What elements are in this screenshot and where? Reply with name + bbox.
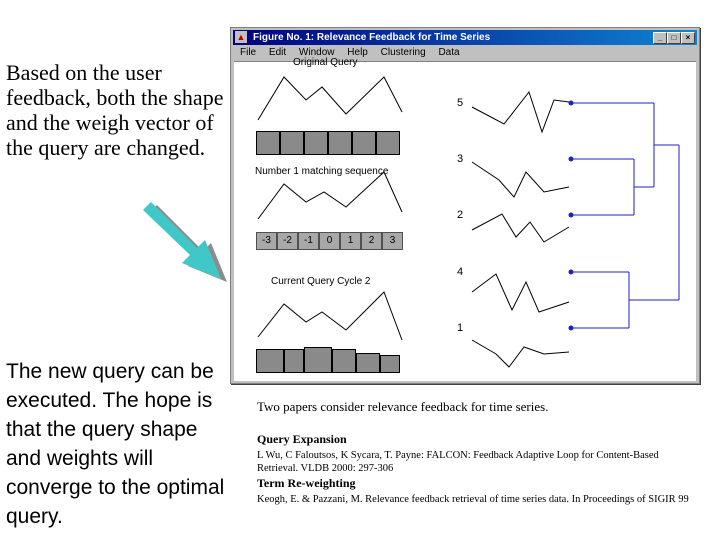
window-title-bar[interactable] [233, 30, 697, 45]
matlab-logo-icon: ▲ [236, 32, 246, 42]
menu-data[interactable]: Data [438, 47, 460, 58]
minimize-button[interactable]: _ [653, 32, 667, 44]
result-curve-5 [472, 92, 569, 132]
menu-edit[interactable]: Edit [268, 47, 287, 58]
weight-cell [256, 131, 280, 155]
original-query-curve [258, 77, 402, 120]
coefficient-cell: -3 [256, 232, 277, 250]
term-reweighting-heading: Term Re-weighting [257, 476, 356, 490]
query-plots [234, 62, 696, 381]
weight-cell [304, 131, 328, 155]
current-weight-vector [256, 347, 400, 373]
feedback-description: Based on the user feedback, both the shape and the weigh vector of the query are changed. [6, 60, 224, 160]
papers-intro: Two papers consider relevance feedback for time series. [257, 399, 549, 414]
weight-cell [376, 131, 400, 155]
down-right-arrow-icon [135, 200, 235, 285]
weight-cell [304, 347, 332, 373]
coefficient-cell: 0 [319, 232, 340, 250]
new-query-description: The new query can be executed. The hope is that the query shape and weights will converge to the optimal query. [6, 360, 225, 528]
result-curve-1 [472, 340, 569, 367]
window-title: Figure No. 1: Relevance Feedback for Time Series [253, 32, 491, 43]
result-curve-2 [472, 214, 569, 242]
original-weight-vector [256, 131, 400, 155]
weight-cell [284, 349, 304, 373]
matching-sequence-label: Number 1 matching sequence [255, 166, 389, 177]
menu-file[interactable]: File [240, 47, 257, 58]
cluster-dendrogram [569, 101, 679, 330]
coefficient-cell: 1 [340, 232, 361, 250]
current-query-curve [258, 292, 402, 340]
query-expansion-heading: Query Expansion [257, 432, 347, 446]
weight-cell [280, 131, 304, 155]
matching-sequence-curve [258, 172, 402, 219]
close-button[interactable]: × [681, 32, 695, 44]
figure-window [230, 27, 700, 384]
coefficient-cell: -1 [298, 232, 319, 250]
weight-cell [328, 131, 352, 155]
weight-cell [256, 349, 284, 373]
term-reweighting-citation: Keogh, E. & Pazzani, M. Relevance feedback retrieval of time series data. In Proceedings of SIGIR 99 [257, 494, 689, 505]
query-expansion-citation: L Wu, C Faloutsos, K Sycara, T. Payne: FALCON: Feedback Adaptive Loop for Content-Based Retrieval. VLDB 2000: 297-306 [257, 450, 659, 474]
figure-canvas [234, 57, 696, 381]
result-curve-3 [472, 162, 569, 197]
weight-cell [332, 349, 356, 373]
weight-cell [356, 353, 380, 373]
rank-label-5: 5 [457, 97, 464, 109]
menu-window[interactable]: Window [298, 47, 335, 58]
maximize-button[interactable]: □ [667, 32, 681, 44]
coefficient-bar [256, 232, 403, 250]
rank-label-1: 1 [457, 322, 464, 334]
result-curve-4 [472, 274, 569, 312]
coefficient-cell: 2 [361, 232, 382, 250]
rank-label-2: 2 [457, 209, 464, 221]
current-query-label: Current Query Cycle 2 [271, 276, 371, 287]
rank-label-3: 3 [457, 153, 464, 165]
weight-cell [352, 131, 376, 155]
weight-cell [380, 355, 400, 373]
menu-clustering[interactable]: Clustering [380, 47, 426, 58]
coefficient-cell: -2 [277, 232, 298, 250]
original-query-label: Original Query [293, 57, 358, 68]
menu-help[interactable]: Help [347, 47, 368, 58]
rank-label-4: 4 [457, 266, 464, 278]
coefficient-cell: 3 [382, 232, 403, 250]
